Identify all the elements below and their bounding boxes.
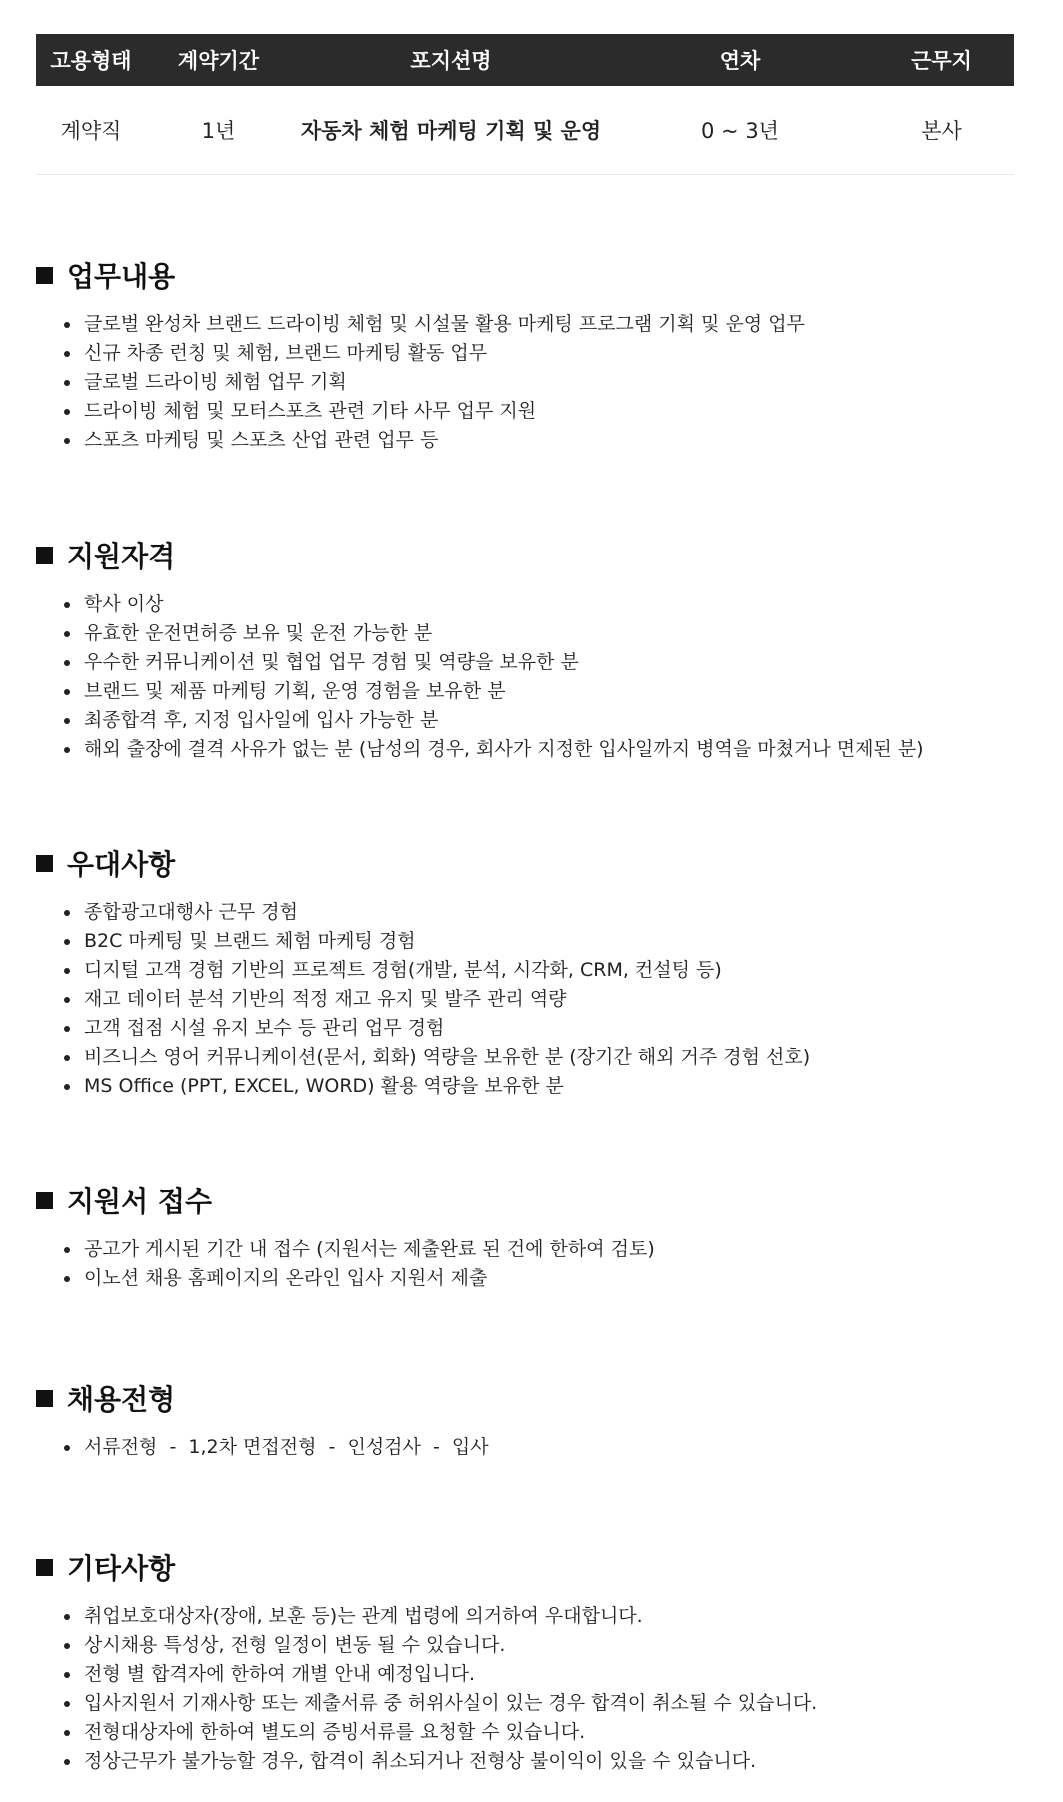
square-bullet-icon <box>36 1192 53 1209</box>
bullet-icon <box>64 910 70 916</box>
list-item-text: 정상근무가 불가능할 경우, 합격이 취소되거나 전형상 불이익이 있을 수 있습니다. <box>84 1750 757 1772</box>
cell-contract-period: 1년 <box>146 86 291 175</box>
list-item-text: 디지털 고객 경험 기반의 프로젝트 경험(개발, 분석, 시각화, CRM, 컨설팅 등) <box>84 959 722 981</box>
bullet-icon <box>64 1701 70 1707</box>
square-bullet-icon <box>36 1559 53 1576</box>
list-item-text: 글로벌 드라이빙 체험 업무 기획 <box>84 371 347 393</box>
list-item-text: 드라이빙 체험 및 모터스포츠 관련 기타 사무 업무 지원 <box>84 400 537 422</box>
list-item-text: 전형대상자에 한하여 별도의 증빙서류를 요청할 수 있습니다. <box>84 1721 586 1743</box>
list-item-text: 해외 출장에 결격 사유가 없는 분 (남성의 경우, 회사가 지정한 입사일까지 병역을 마쳤거나 면제된 분) <box>84 738 924 760</box>
bullet-icon <box>64 689 70 695</box>
list-item <box>64 677 1026 706</box>
list-item-text: 학사 이상 <box>84 593 164 615</box>
list-item-text: 종합광고대행사 근무 경험 <box>84 901 298 923</box>
header-employment-type: 고용형태 <box>36 34 146 86</box>
bullet-icon <box>64 1026 70 1032</box>
section-other <box>36 1549 1026 1776</box>
preferences-list <box>36 898 1026 1101</box>
section-preferences <box>36 845 1026 1101</box>
list-item-text: 신규 차종 런칭 및 체험, 브랜드 마케팅 활동 업무 <box>84 342 488 364</box>
list-item <box>64 1014 1026 1043</box>
bullet-icon <box>64 660 70 666</box>
bullet-icon <box>64 1055 70 1061</box>
list-item-text: 최종합격 후, 지정 입사일에 입사 가능한 분 <box>84 709 439 731</box>
list-item <box>64 1043 1026 1072</box>
bullet-icon <box>64 380 70 386</box>
section-job-duties <box>36 257 1026 455</box>
cell-employment-type: 계약직 <box>36 86 146 175</box>
list-item <box>64 426 1026 455</box>
header-position: 포지션명 <box>291 34 611 86</box>
list-item-text: 비즈니스 영어 커뮤니케이션(문서, 회화) 역량을 보유한 분 (장기간 해외 거주 경험 선호) <box>84 1046 811 1068</box>
section-qualifications <box>36 537 1026 764</box>
list-item <box>64 1631 1026 1660</box>
square-bullet-icon <box>36 547 53 564</box>
list-item-text: 전형 별 합격자에 한하여 개별 안내 예정입니다. <box>84 1663 476 1685</box>
job-summary-table <box>36 34 1014 175</box>
list-item <box>64 956 1026 985</box>
list-item <box>64 1689 1026 1718</box>
list-item-text: 이노션 채용 홈페이지의 온라인 입사 지원서 제출 <box>84 1267 488 1289</box>
table-header-row <box>36 34 1014 86</box>
section-application <box>36 1182 1026 1293</box>
header-experience: 연차 <box>611 34 869 86</box>
list-item-text: 유효한 운전면허증 보유 및 운전 가능한 분 <box>84 622 433 644</box>
bullet-icon <box>64 602 70 608</box>
section-title <box>36 845 1026 881</box>
duties-list <box>36 310 1026 455</box>
hiring-process-list <box>36 1433 1026 1462</box>
list-item-text: 우수한 커뮤니케이션 및 협업 업무 경험 및 역량을 보유한 분 <box>84 651 579 673</box>
list-item <box>64 339 1026 368</box>
list-item-text: MS Office (PPT, EXCEL, WORD) 활용 역량을 보유한 분 <box>84 1075 564 1097</box>
list-item <box>64 985 1026 1014</box>
section-title-text: 채용전형 <box>67 1383 176 1416</box>
list-item <box>64 1660 1026 1689</box>
list-item-text: 취업보호대상자(장애, 보훈 등)는 관계 법령에 의거하여 우대합니다. <box>84 1605 643 1627</box>
list-item-text: 상시채용 특성상, 전형 일정이 변동 될 수 있습니다. <box>84 1634 506 1656</box>
section-title-text: 지원자격 <box>67 540 176 573</box>
list-item <box>64 368 1026 397</box>
bullet-icon <box>64 939 70 945</box>
bullet-icon <box>64 409 70 415</box>
list-item-text: 고객 접점 시설 유지 보수 등 관리 업무 경험 <box>84 1017 445 1039</box>
section-title <box>36 1549 1026 1585</box>
list-item <box>64 735 1026 764</box>
section-title <box>36 1182 1026 1218</box>
list-item <box>64 397 1026 426</box>
bullet-icon <box>64 718 70 724</box>
cell-location: 본사 <box>869 86 1014 175</box>
bullet-icon <box>64 968 70 974</box>
list-item <box>64 927 1026 956</box>
bullet-icon <box>64 747 70 753</box>
list-item-text: 서류전형 - 1,2차 면접전형 - 인성검사 - 입사 <box>84 1436 489 1458</box>
square-bullet-icon <box>36 855 53 872</box>
list-item-text: 글로벌 완성차 브랜드 드라이빙 체험 및 시설물 활용 마케팅 프로그램 기획 및 운영 업무 <box>84 313 805 335</box>
list-item <box>64 898 1026 927</box>
bullet-icon <box>64 631 70 637</box>
header-location: 근무지 <box>869 34 1014 86</box>
list-item <box>64 648 1026 677</box>
bullet-icon <box>64 1445 70 1451</box>
list-item-text: 입사지원서 기재사항 또는 제출서류 중 허위사실이 있는 경우 합격이 취소될 수 있습니다. <box>84 1692 818 1714</box>
bullet-icon <box>64 322 70 328</box>
header-contract-period: 계약기간 <box>146 34 291 86</box>
bullet-icon <box>64 997 70 1003</box>
application-list <box>36 1235 1026 1293</box>
list-item <box>64 1602 1026 1631</box>
list-item <box>64 619 1026 648</box>
cell-experience: 0 ~ 3년 <box>611 86 869 175</box>
section-title <box>36 1380 1026 1416</box>
bullet-icon <box>64 351 70 357</box>
list-item <box>64 706 1026 735</box>
table-row <box>36 86 1014 175</box>
section-title <box>36 257 1026 293</box>
qualifications-list <box>36 590 1026 764</box>
list-item <box>64 1235 1026 1264</box>
bullet-icon <box>64 1276 70 1282</box>
section-title-text: 업무내용 <box>67 260 176 293</box>
cell-position: 자동차 체험 마케팅 기획 및 운영 <box>291 86 611 175</box>
list-item <box>64 1747 1026 1776</box>
section-title-text: 지원서 접수 <box>67 1185 212 1218</box>
list-item <box>64 1072 1026 1101</box>
list-item <box>64 1718 1026 1747</box>
section-title <box>36 537 1026 573</box>
bullet-icon <box>64 1730 70 1736</box>
bullet-icon <box>64 1084 70 1090</box>
bullet-icon <box>64 1247 70 1253</box>
list-item-text: 공고가 게시된 기간 내 접수 (지원서는 제출완료 된 건에 한하여 검토) <box>84 1238 655 1260</box>
other-list <box>36 1602 1026 1776</box>
bullet-icon <box>64 1759 70 1765</box>
section-title-text: 기타사항 <box>67 1552 176 1585</box>
list-item-text: 브랜드 및 제품 마케팅 기획, 운영 경험을 보유한 분 <box>84 680 506 702</box>
list-item-text: 스포츠 마케팅 및 스포츠 산업 관련 업무 등 <box>84 429 439 451</box>
bullet-icon <box>64 1643 70 1649</box>
list-item <box>64 590 1026 619</box>
square-bullet-icon <box>36 1390 53 1407</box>
list-item <box>64 1264 1026 1293</box>
section-title-text: 우대사항 <box>67 848 176 881</box>
square-bullet-icon <box>36 267 53 284</box>
list-item-text: 재고 데이터 분석 기반의 적정 재고 유지 및 발주 관리 역량 <box>84 988 567 1010</box>
bullet-icon <box>64 438 70 444</box>
bullet-icon <box>64 1672 70 1678</box>
list-item-text: B2C 마케팅 및 브랜드 체험 마케팅 경험 <box>84 930 416 952</box>
list-item <box>64 1433 1026 1462</box>
list-item <box>64 310 1026 339</box>
bullet-icon <box>64 1614 70 1620</box>
section-hiring-process <box>36 1380 1026 1462</box>
